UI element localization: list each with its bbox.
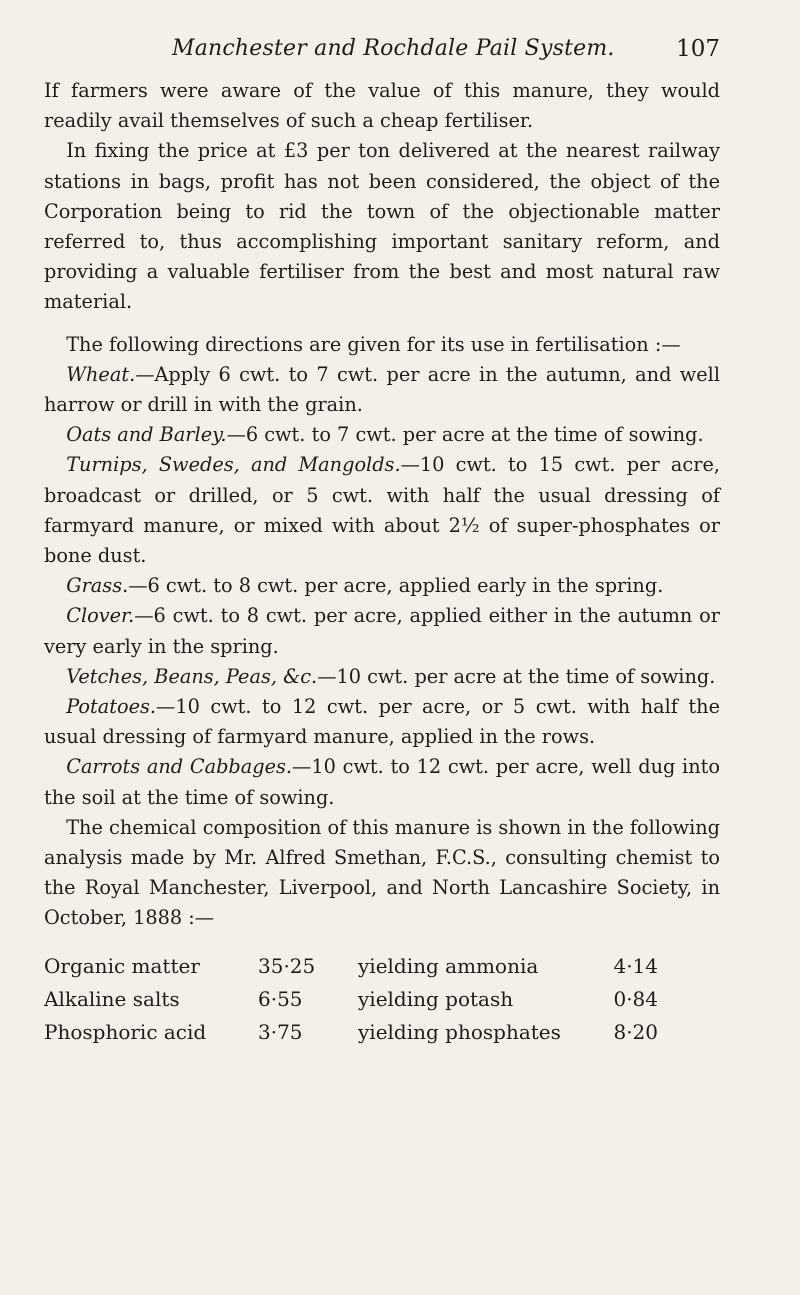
direction-text: —10 cwt. to 12 cwt. per acre, well dug into the soil at the time of sowing. — [44, 755, 720, 809]
page-header — [44, 28, 720, 76]
direction-grass — [44, 571, 720, 601]
component-value: 35·25 — [258, 953, 316, 978]
crop-name: Vetches, Beans, Peas, &c. — [66, 664, 318, 688]
crop-name: Turnips, Swedes, and Mangolds. — [66, 453, 401, 477]
paragraph-farmers: If farmers were aware of the value of this manure, they would readily avail themselves of such a cheap fertiliser. — [44, 79, 720, 133]
table-row — [44, 950, 658, 983]
analysis-table — [44, 950, 658, 1049]
direction-text: —10 cwt. to 12 cwt. per acre, or 5 cwt. with half the usual dressing of farmyard manure, applied in the rows. — [44, 695, 720, 749]
direction-text: —10 cwt. per acre at the time of sowing. — [317, 664, 716, 688]
direction-text: —Apply 6 cwt. to 7 cwt. per acre in the autumn, and well harrow or drill in with the grain. — [44, 362, 720, 417]
paragraph-analysis-intro: The chemical composition of this manure is shown in the following analysis made by Mr. Alfred Smethan, F.C.S., consulting chemist to the Royal Manchester, Liverpool, and North Lancashire Society, in October, 1888 :— — [44, 815, 720, 930]
direction-clover — [44, 601, 720, 661]
component-value: 3·75 — [258, 1019, 303, 1044]
component-name: Organic matter — [44, 953, 200, 978]
running-title: Manchester and Rochdale Pail System. — [172, 36, 615, 61]
direction-text: —6 cwt. to 7 cwt. per acre at the time of sowing. — [226, 423, 704, 447]
yield-value: 0·84 — [613, 986, 658, 1011]
crop-name: Oats and Barley. — [66, 423, 227, 447]
yield-value: 8·20 — [613, 1019, 658, 1044]
direction-carrots — [44, 752, 720, 812]
table-row — [44, 983, 658, 1016]
crop-name: Wheat. — [66, 362, 136, 386]
direction-text: —10 cwt. to 15 cwt. per acre, broadcast or drilled, or 5 cwt. with half the usual dressing of farmyard manure, or mixed with about 2½ of super-phosphates or bone dust. — [44, 453, 720, 568]
direction-text: —6 cwt. to 8 cwt. per acre, applied either in the autumn or very early in the spring. — [44, 604, 720, 658]
direction-vetches — [44, 662, 720, 692]
direction-turnips — [44, 450, 720, 571]
yield-name: yielding ammonia — [358, 953, 539, 978]
direction-oats-barley — [44, 420, 720, 450]
yield-name: yielding phosphates — [358, 1019, 561, 1044]
direction-potatoes — [44, 692, 720, 752]
crop-name: Grass. — [66, 574, 129, 598]
paragraph-directions-intro: The following directions are given for its use in fertilisation :— — [66, 332, 681, 356]
component-value: 6·55 — [258, 986, 303, 1011]
component-name: Phosphoric acid — [44, 1019, 207, 1044]
crop-name: Clover. — [66, 604, 135, 628]
table-row — [44, 1016, 658, 1049]
page-number: 107 — [676, 36, 720, 62]
direction-text: —6 cwt. to 8 cwt. per acre, applied early in the spring. — [128, 574, 664, 598]
component-name: Alkaline salts — [44, 986, 180, 1011]
crop-name: Carrots and Cabbages. — [66, 755, 293, 779]
crop-name: Potatoes. — [66, 695, 157, 719]
yield-value: 4·14 — [613, 953, 658, 978]
paragraph-price: In fixing the price at £3 per ton delivered at the nearest railway stations in bags, profit has not been considered, the object of the Corporation being to rid the town of the objectionable matter referred to, thus accomplishing important sanitary reform, and providing a valuable fertiliser from the best and most natural raw material. — [44, 139, 720, 314]
yield-name: yielding potash — [358, 986, 514, 1011]
page-body — [44, 76, 720, 1049]
direction-wheat — [44, 360, 720, 420]
